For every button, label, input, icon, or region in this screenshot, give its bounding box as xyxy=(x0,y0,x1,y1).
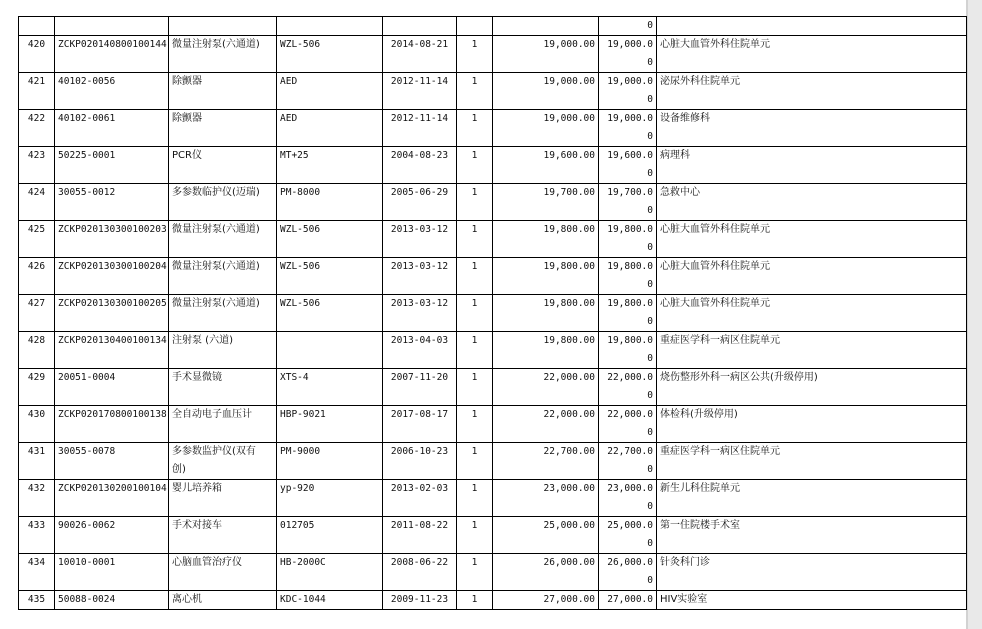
cell-purchase-date: 2011-08-22 xyxy=(383,517,457,554)
cell-total-amount: 19,000.0 0 xyxy=(599,110,657,147)
table-row xyxy=(19,369,967,406)
cell-index: 427 xyxy=(19,295,55,332)
cell-purchase-date: 2006-10-23 xyxy=(383,443,457,480)
cell-model: AED xyxy=(277,110,383,147)
cell-total-amount: 19,800.0 0 xyxy=(599,221,657,258)
cell-model: HB-2000C xyxy=(277,554,383,591)
cell-department: 针灸科门诊 xyxy=(657,554,967,591)
cell-unit-price: 19,000.00 xyxy=(493,36,599,73)
cell-quantity: 1 xyxy=(457,332,493,369)
cell-unit-price: 23,000.00 xyxy=(493,480,599,517)
cell-quantity: 1 xyxy=(457,591,493,610)
cell-empty xyxy=(277,17,383,36)
cell-unit-price: 22,700.00 xyxy=(493,443,599,480)
cell-purchase-date: 2007-11-20 xyxy=(383,369,457,406)
cell-asset-code: 90026-0062 xyxy=(55,517,169,554)
viewer-scroll-gutter[interactable] xyxy=(966,0,982,629)
cell-unit-price: 19,000.00 xyxy=(493,73,599,110)
cell-index: 426 xyxy=(19,258,55,295)
cell-model: 012705 xyxy=(277,517,383,554)
cell-unit-price: 25,000.00 xyxy=(493,517,599,554)
cell-department: HIV实验室 xyxy=(657,591,967,610)
cell-device-name: 除颤器 xyxy=(169,110,277,147)
cell-empty xyxy=(19,17,55,36)
cell-model: XTS-4 xyxy=(277,369,383,406)
cell-device-name: 多参数临护仪(迈瑞) xyxy=(169,184,277,221)
cell-unit-price: 19,800.00 xyxy=(493,221,599,258)
cell-total-amount: 19,600.0 0 xyxy=(599,147,657,184)
cell-model: PM-8000 xyxy=(277,184,383,221)
cell-department: 泌尿外科住院单元 xyxy=(657,73,967,110)
cell-total-amount: 23,000.0 0 xyxy=(599,480,657,517)
cell-asset-code: 40102-0061 xyxy=(55,110,169,147)
cell-department: 重症医学科一病区住院单元 xyxy=(657,443,967,480)
cell-department: 心脏大血管外科住院单元 xyxy=(657,221,967,258)
cell-quantity: 1 xyxy=(457,258,493,295)
cell-model: WZL-506 xyxy=(277,36,383,73)
cell-device-name: 离心机 xyxy=(169,591,277,610)
table-row xyxy=(19,406,967,443)
cell-device-name: 手术对接车 xyxy=(169,517,277,554)
cell-empty xyxy=(55,17,169,36)
cell-purchase-date: 2013-03-12 xyxy=(383,221,457,258)
cell-model: MT+25 xyxy=(277,147,383,184)
cell-index: 433 xyxy=(19,517,55,554)
cell-unit-price: 27,000.00 xyxy=(493,591,599,610)
cell-device-name: 注射泵 (六道) xyxy=(169,332,277,369)
cell-total-amount: 19,800.0 0 xyxy=(599,295,657,332)
cell-asset-code: ZCKP020130300100204 xyxy=(55,258,169,295)
cell-index: 423 xyxy=(19,147,55,184)
cell-department: 心脏大血管外科住院单元 xyxy=(657,36,967,73)
cell-total-amount: 27,000.0 xyxy=(599,591,657,610)
cell-index: 425 xyxy=(19,221,55,258)
cell-device-name: 微量注射泵(六通道) xyxy=(169,36,277,73)
cell-model: WZL-506 xyxy=(277,295,383,332)
cell-quantity: 1 xyxy=(457,184,493,221)
cell-quantity: 1 xyxy=(457,221,493,258)
table-row xyxy=(19,73,967,110)
cell-device-name: 微量注射泵(六通道) xyxy=(169,258,277,295)
cell-quantity: 1 xyxy=(457,73,493,110)
cell-quantity: 1 xyxy=(457,406,493,443)
cell-department: 病理科 xyxy=(657,147,967,184)
cell-quantity: 1 xyxy=(457,554,493,591)
table-row xyxy=(19,332,967,369)
cell-department: 重症医学科一病区住院单元 xyxy=(657,332,967,369)
cell-quantity: 1 xyxy=(457,369,493,406)
cell-device-name: 微量注射泵(六通道) xyxy=(169,295,277,332)
cell-device-name: 微量注射泵(六通道) xyxy=(169,221,277,258)
cell-quantity: 1 xyxy=(457,110,493,147)
cell-index: 432 xyxy=(19,480,55,517)
cell-asset-code: 40102-0056 xyxy=(55,73,169,110)
cell-unit-price: 19,000.00 xyxy=(493,110,599,147)
cell-total-amount: 19,000.0 0 xyxy=(599,73,657,110)
cell-index: 430 xyxy=(19,406,55,443)
cell-device-name: 全自动电子血压计 xyxy=(169,406,277,443)
cell-device-name: 除颤器 xyxy=(169,73,277,110)
cell-purchase-date: 2014-08-21 xyxy=(383,36,457,73)
cell-asset-code: 10010-0001 xyxy=(55,554,169,591)
cell-unit-price: 19,700.00 xyxy=(493,184,599,221)
cell-department: 烧伤整形外科一病区公共(升级停用) xyxy=(657,369,967,406)
cell-model: yp-920 xyxy=(277,480,383,517)
table-row xyxy=(19,184,967,221)
cell-unit-price: 19,800.00 xyxy=(493,332,599,369)
table-row xyxy=(19,36,967,73)
cell-purchase-date: 2013-04-03 xyxy=(383,332,457,369)
cell-index: 431 xyxy=(19,443,55,480)
cell-total-amount: 26,000.0 0 xyxy=(599,554,657,591)
cell-total-amount: 22,000.0 0 xyxy=(599,406,657,443)
cell-device-name: PCR仪 xyxy=(169,147,277,184)
cell-model: WZL-506 xyxy=(277,221,383,258)
cell-total-amount: 22,000.0 0 xyxy=(599,369,657,406)
cell-empty xyxy=(493,17,599,36)
cell-asset-code: ZCKP020170800100138 xyxy=(55,406,169,443)
cell-purchase-date: 2017-08-17 xyxy=(383,406,457,443)
cell-purchase-date: 2013-03-12 xyxy=(383,258,457,295)
cell-department: 急救中心 xyxy=(657,184,967,221)
cell-total-amount: 25,000.0 0 xyxy=(599,517,657,554)
cell-quantity: 1 xyxy=(457,147,493,184)
cell-quantity: 1 xyxy=(457,295,493,332)
table-row xyxy=(19,443,967,480)
cell-unit-price: 19,600.00 xyxy=(493,147,599,184)
cell-index: 434 xyxy=(19,554,55,591)
cell-department: 设备维修科 xyxy=(657,110,967,147)
cell-purchase-date: 2008-06-22 xyxy=(383,554,457,591)
cell-empty xyxy=(383,17,457,36)
cell-purchase-date: 2013-03-12 xyxy=(383,295,457,332)
cell-empty xyxy=(657,17,967,36)
cell-department: 心脏大血管外科住院单元 xyxy=(657,258,967,295)
cell-asset-code: ZCKP020130300100205 xyxy=(55,295,169,332)
cell-asset-code: 30055-0078 xyxy=(55,443,169,480)
table-row xyxy=(19,480,967,517)
cell-total-amount: 19,800.0 0 xyxy=(599,332,657,369)
cell-index: 424 xyxy=(19,184,55,221)
table-row xyxy=(19,554,967,591)
cell-purchase-date: 2012-11-14 xyxy=(383,110,457,147)
table-row xyxy=(19,221,967,258)
cell-unit-price: 22,000.00 xyxy=(493,369,599,406)
cell-unit-price: 26,000.00 xyxy=(493,554,599,591)
cell-quantity: 1 xyxy=(457,443,493,480)
cell-quantity: 1 xyxy=(457,36,493,73)
cell-device-name: 多参数监护仪(双有 创) xyxy=(169,443,277,480)
cell-asset-code: 50088-0024 xyxy=(55,591,169,610)
cell-device-name: 婴儿培养箱 xyxy=(169,480,277,517)
cell-model xyxy=(277,332,383,369)
cell-index: 429 xyxy=(19,369,55,406)
table-row xyxy=(19,147,967,184)
equipment-table xyxy=(18,16,967,610)
table-row xyxy=(19,258,967,295)
cell-total-amount: 22,700.0 0 xyxy=(599,443,657,480)
table-row xyxy=(19,591,967,610)
cell-model: PM-9000 xyxy=(277,443,383,480)
cell-total-amount: 19,800.0 0 xyxy=(599,258,657,295)
table-row-fragment xyxy=(19,17,967,36)
page-left-margin xyxy=(0,0,18,629)
cell-model: WZL-506 xyxy=(277,258,383,295)
cell-model: HBP-9021 xyxy=(277,406,383,443)
cell-asset-code: ZCKP020130200100104 xyxy=(55,480,169,517)
cell-device-name: 手术显微镜 xyxy=(169,369,277,406)
cell-asset-code: ZCKP020130400100134 xyxy=(55,332,169,369)
cell-department: 第一住院楼手术室 xyxy=(657,517,967,554)
cell-unit-price: 19,800.00 xyxy=(493,258,599,295)
cell-total-fragment: 0 xyxy=(599,17,657,36)
cell-quantity: 1 xyxy=(457,517,493,554)
cell-model: KDC-1044 xyxy=(277,591,383,610)
cell-index: 420 xyxy=(19,36,55,73)
table-row xyxy=(19,517,967,554)
cell-index: 421 xyxy=(19,73,55,110)
table-row xyxy=(19,295,967,332)
cell-index: 422 xyxy=(19,110,55,147)
cell-asset-code: ZCKP020130300100203 xyxy=(55,221,169,258)
cell-device-name: 心脑血管治疗仪 xyxy=(169,554,277,591)
cell-asset-code: 30055-0012 xyxy=(55,184,169,221)
cell-asset-code: ZCKP020140800100144 xyxy=(55,36,169,73)
cell-unit-price: 22,000.00 xyxy=(493,406,599,443)
cell-index: 435 xyxy=(19,591,55,610)
cell-model: AED xyxy=(277,73,383,110)
cell-asset-code: 50225-0001 xyxy=(55,147,169,184)
cell-unit-price: 19,800.00 xyxy=(493,295,599,332)
cell-asset-code: 20051-0004 xyxy=(55,369,169,406)
cell-department: 心脏大血管外科住院单元 xyxy=(657,295,967,332)
cell-purchase-date: 2005-06-29 xyxy=(383,184,457,221)
cell-total-amount: 19,000.0 0 xyxy=(599,36,657,73)
cell-department: 体检科(升级停用) xyxy=(657,406,967,443)
cell-total-amount: 19,700.0 0 xyxy=(599,184,657,221)
cell-empty xyxy=(169,17,277,36)
cell-quantity: 1 xyxy=(457,480,493,517)
cell-index: 428 xyxy=(19,332,55,369)
cell-department: 新生儿科住院单元 xyxy=(657,480,967,517)
cell-purchase-date: 2009-11-23 xyxy=(383,591,457,610)
cell-purchase-date: 2012-11-14 xyxy=(383,73,457,110)
cell-purchase-date: 2013-02-03 xyxy=(383,480,457,517)
cell-purchase-date: 2004-08-23 xyxy=(383,147,457,184)
table-row xyxy=(19,110,967,147)
cell-empty xyxy=(457,17,493,36)
